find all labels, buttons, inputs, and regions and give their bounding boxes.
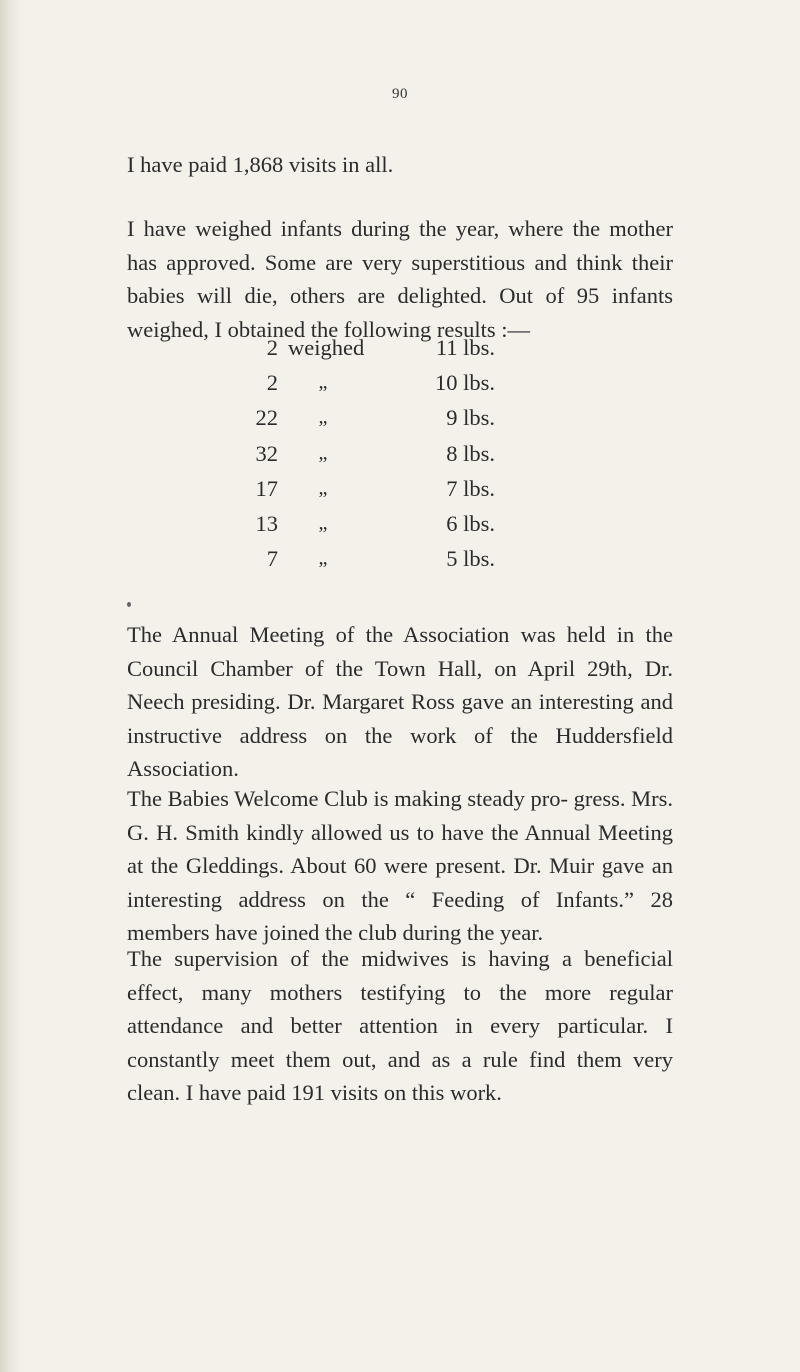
paragraph-midwives-supervision: The supervision of the midwives is having a beneficial effect, many mothers testifying to the more regular attendance and better attention in every particular. I constantly meet them out, and as a rule find them very clean. I have paid 191 visits on this work. [127, 946, 673, 1105]
ditto-mark: „ [318, 511, 328, 534]
ink-speck [127, 602, 131, 607]
infant-count: 32 [255, 440, 278, 466]
infant-weight: 7 lbs. [446, 475, 495, 501]
table-row [240, 506, 600, 541]
weighed-label: weighed [288, 335, 365, 360]
infant-weight: 5 lbs. [446, 546, 495, 572]
table-row [240, 541, 600, 576]
infant-weights-table [240, 330, 600, 576]
page-number: 90 [392, 86, 408, 102]
infant-weight: 11 lbs. [435, 335, 495, 360]
infant-count: 22 [255, 405, 278, 431]
paragraph-visits-total: I have paid 1,868 visits in all. [127, 152, 394, 177]
infant-weight: 8 lbs. [446, 440, 495, 466]
page-edge-shadow [0, 0, 22, 1372]
ditto-mark: „ [318, 476, 328, 499]
paragraph-babies-welcome-club: The Babies Welcome Club is making steady pro- gress. Mrs. G. H. Smith kindly allowed us to have the Annual Meeting at the Gleddings. About 60 were present. Dr. Muir gave an interesting address on the “ Feeding of Infants.” 28 members have joined the club during the year. [127, 786, 673, 945]
infant-weight: 9 lbs. [446, 405, 495, 431]
infant-weight: 6 lbs. [446, 510, 495, 536]
infant-count: 17 [255, 475, 278, 501]
table-row [240, 436, 600, 471]
infant-count: 13 [255, 510, 278, 536]
infant-weight: 10 lbs. [434, 370, 495, 396]
infant-count: 2 [266, 370, 278, 396]
table-row [240, 471, 600, 506]
infant-count: 7 [266, 546, 278, 572]
table-row [240, 330, 600, 365]
table-row [240, 400, 600, 435]
ditto-mark: „ [318, 406, 328, 429]
ditto-mark: „ [318, 547, 328, 570]
ditto-mark: „ [318, 371, 328, 394]
table-row [240, 365, 600, 400]
ditto-mark: „ [318, 441, 328, 464]
paragraph-annual-meeting: The Annual Meeting of the Association was held in the Council Chamber of the Town Hall, on April 29th, Dr. Neech presiding. Dr. Margaret Ross gave an interesting and instructive address on the work of the Huddersfield Association. [127, 622, 673, 781]
infant-count: 2 [266, 335, 278, 360]
paragraph-weighing-intro: I have weighed infants during the year, where the mother has approved. Some are very superstitious and think their babies will die, others are delighted. Out of 95 infants weighed, I obtained the following results :— [127, 216, 673, 342]
